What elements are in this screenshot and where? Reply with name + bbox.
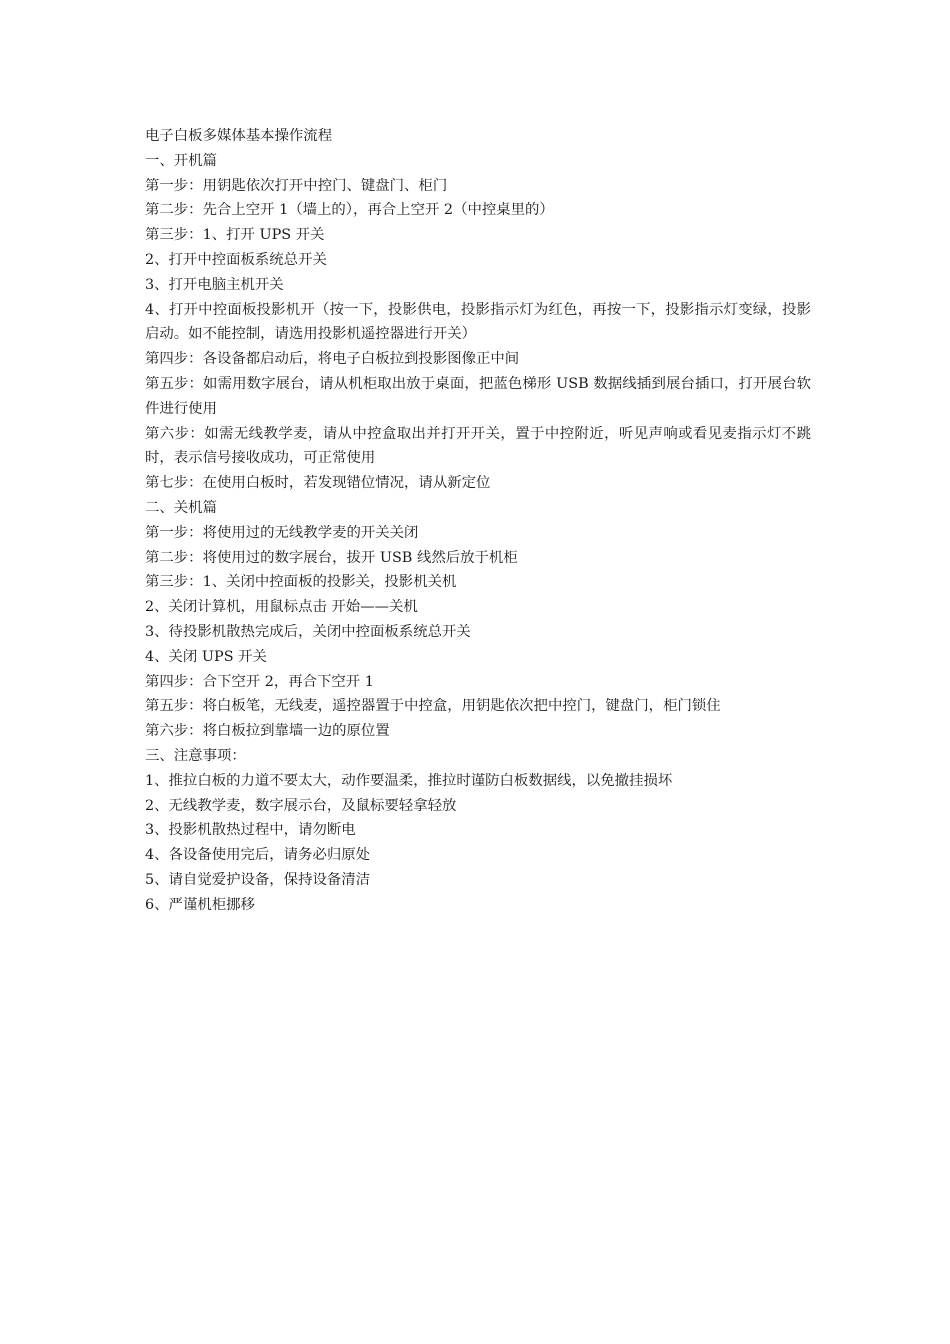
text-line: 2、打开中控面板系统总开关 bbox=[145, 251, 327, 268]
text-line: 4、打开中控面板投影机开（按一下，投影供电，投影指示灯为红色，再按一下，投影指示灯变绿，投影启动。如不能控制，请选用投影机遥控器进行开关） bbox=[145, 301, 811, 343]
section-heading-power-on: 一、开机篇 bbox=[145, 152, 217, 169]
text-line: 第六步：如需无线教学麦，请从中控盒取出并打开开关，置于中控附近，听见声响或看见麦指示灯不跳时，表示信号接收成功，可正常使用 bbox=[145, 425, 811, 467]
document-body bbox=[145, 124, 811, 918]
text-line: 3、待投影机散热完成后，关闭中控面板系统总开关 bbox=[145, 623, 471, 640]
document-title: 电子白板多媒体基本操作流程 bbox=[145, 128, 333, 144]
text-line: 第三步：1、关闭中控面板的投影关，投影机关机 bbox=[145, 574, 457, 591]
text-line: 第二步：先合上空开 1（墙上的），再合上空开 2（中控桌里的） bbox=[145, 202, 554, 219]
text-line: 第一步：将使用过的无线教学麦的开关关闭 bbox=[145, 524, 419, 541]
text-line: 第五步：将白板笔，无线麦，遥控器置于中控盒，用钥匙依次把中控门，键盘门，柜门锁住 bbox=[145, 698, 721, 715]
text-line: 第六步：将白板拉到靠墙一边的原位置 bbox=[145, 723, 390, 740]
text-line: 4、关闭 UPS 开关 bbox=[145, 648, 267, 665]
text-line: 5、请自觉爱护设备，保持设备清洁 bbox=[145, 871, 371, 888]
text-line: 6、严谨机柜挪移 bbox=[145, 896, 255, 913]
text-line: 第五步：如需用数字展台，请从机柜取出放于桌面，把蓝色梯形 USB 数据线插到展台插口，打开展台软件进行使用 bbox=[145, 375, 811, 417]
text-line: 3、投影机散热过程中，请勿断电 bbox=[145, 822, 356, 839]
text-line: 第四步：合下空开 2，再合下空开 1 bbox=[145, 673, 374, 690]
text-line: 第七步：在使用白板时，若发现错位情况，请从新定位 bbox=[145, 475, 491, 492]
text-line: 3、打开电脑主机开关 bbox=[145, 276, 284, 293]
text-line: 第三步：1、打开 UPS 开关 bbox=[145, 227, 325, 244]
text-line: 第四步：各设备都启动后，将电子白板拉到投影图像正中间 bbox=[145, 351, 520, 368]
section-heading-notes: 三、注意事项： bbox=[145, 747, 246, 764]
text-line: 4、各设备使用完后，请务必归原处 bbox=[145, 847, 371, 864]
section-heading-power-off: 二、关机篇 bbox=[145, 499, 217, 516]
text-line: 2、关闭计算机，用鼠标点击 开始——关机 bbox=[145, 599, 418, 616]
text-line: 第二步：将使用过的数字展台，拔开 USB 线然后放于机柜 bbox=[145, 549, 518, 566]
text-line: 1、推拉白板的力道不要太大，动作要温柔，推拉时谨防白板数据线，以免撤挂损坏 bbox=[145, 772, 673, 789]
text-line: 第一步：用钥匙依次打开中控门、键盘门、柜门 bbox=[145, 177, 448, 194]
text-line: 2、无线教学麦，数字展示台，及鼠标要轻拿轻放 bbox=[145, 797, 457, 814]
